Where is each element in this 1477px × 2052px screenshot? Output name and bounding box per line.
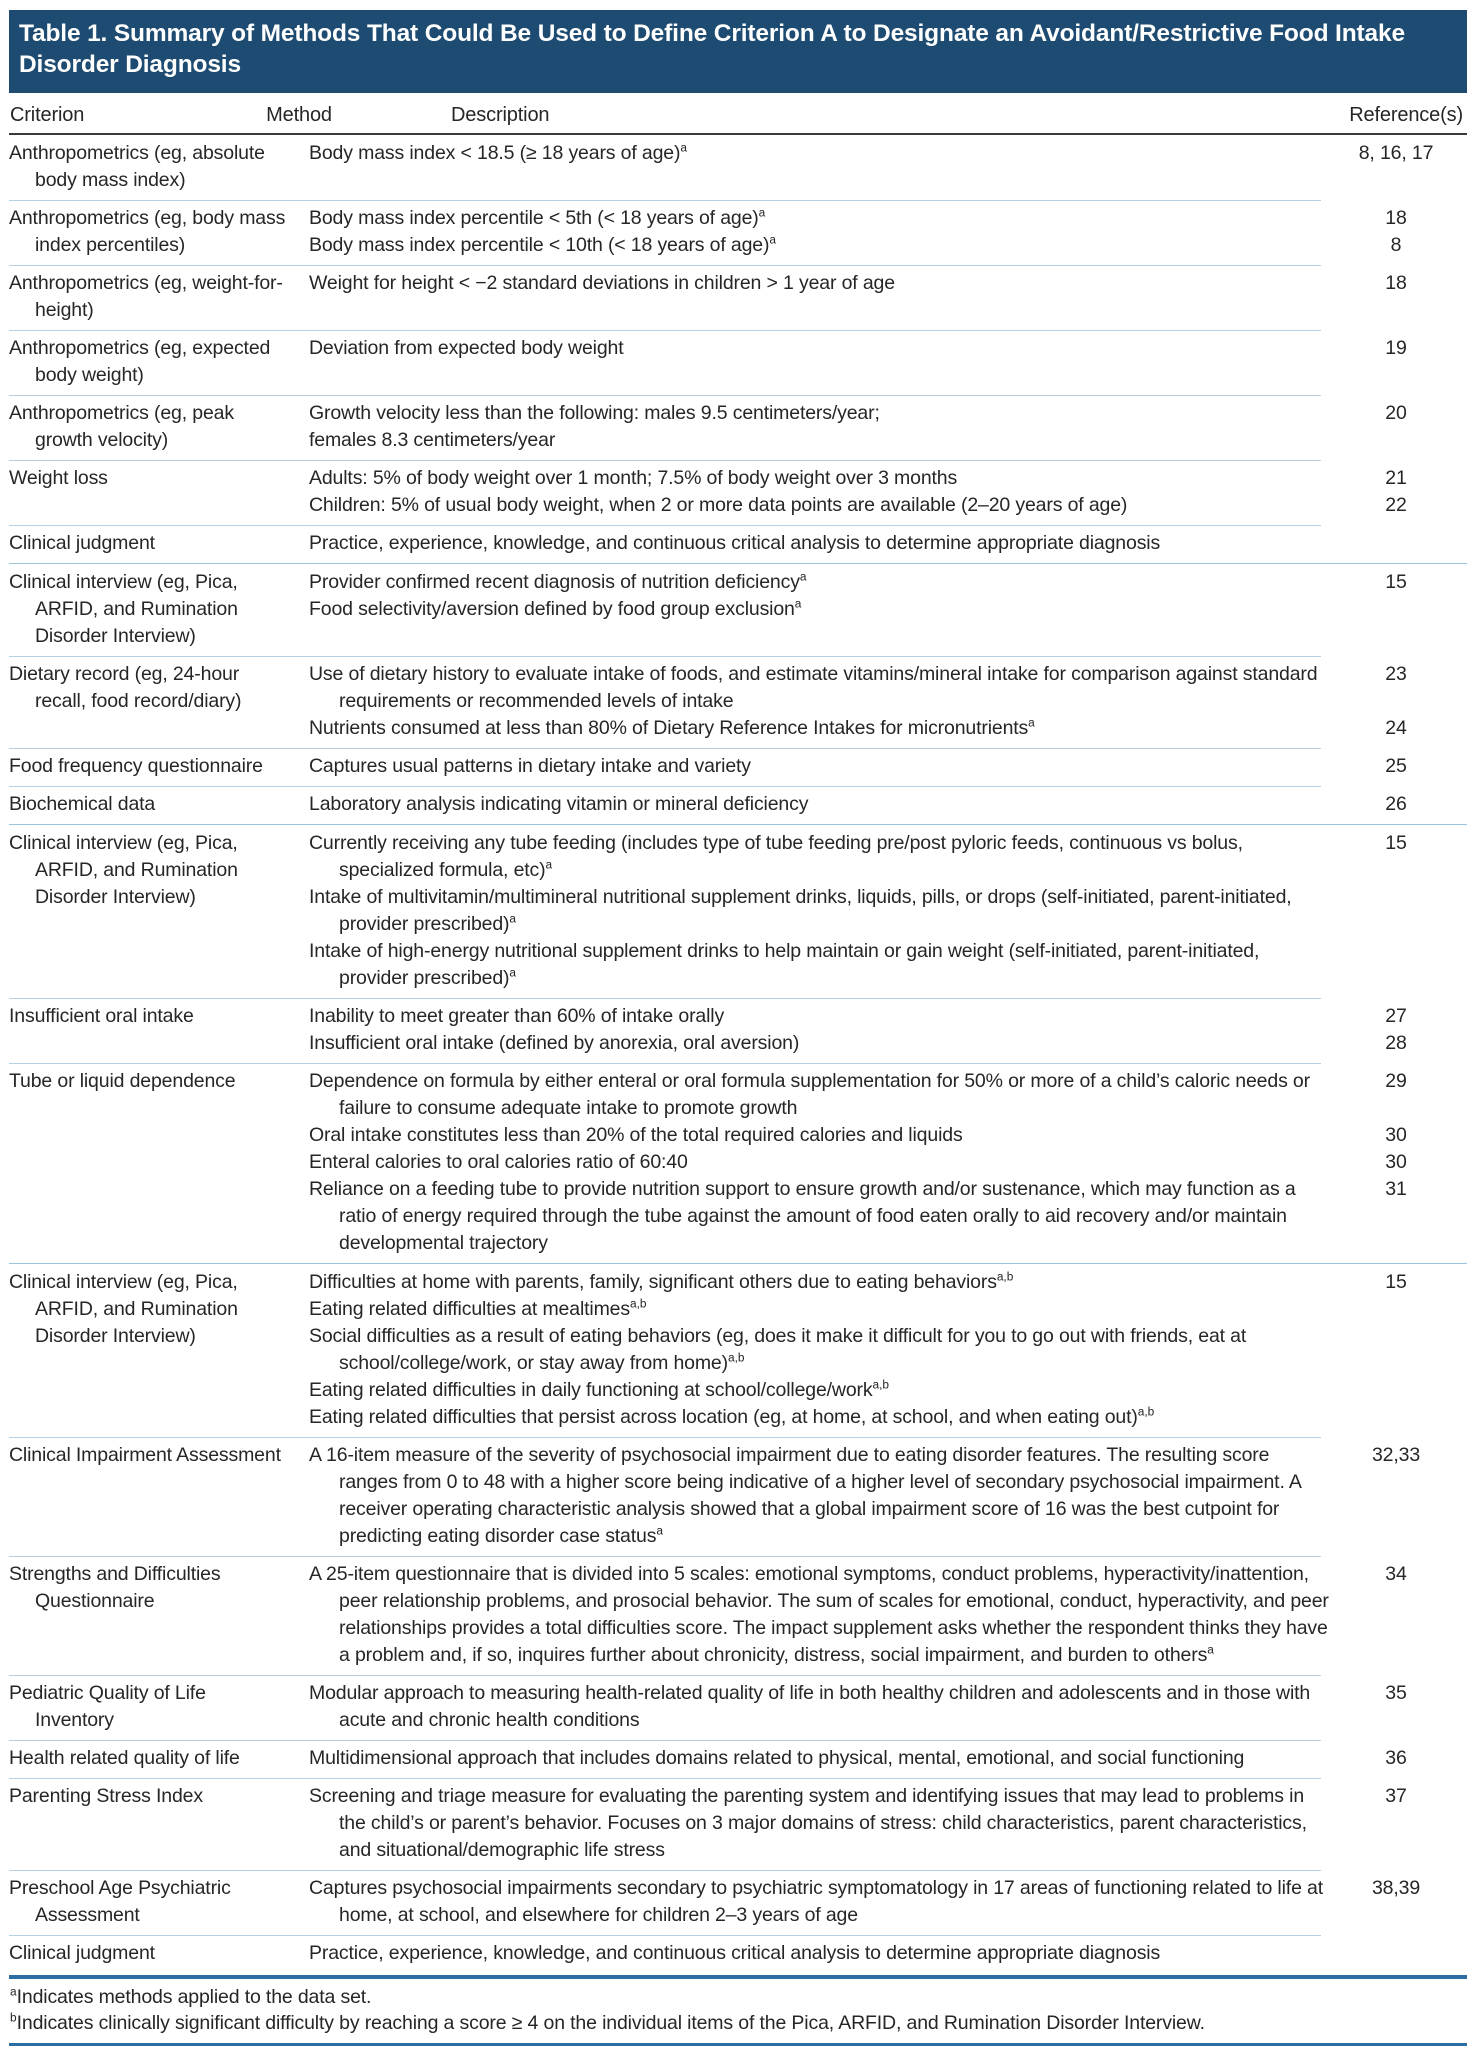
method-cell: Parenting Stress Index [9,1785,203,1807]
reference-cell: 20 [1385,402,1407,424]
method-cell: Anthropometrics (eg, expected body weight) [9,337,271,386]
table-row [9,1264,1467,1437]
table-row [9,265,1467,330]
reference-cell: 8, 16, 17 [1358,142,1434,164]
table-row [9,998,1467,1063]
superscript-marker: a [545,857,553,872]
description-text: Eating related difficulties at mealtimes$^{a,b}$ [309,1296,647,1320]
criterion-group [9,824,1467,1263]
description-text: Enteral calories to oral calories ratio of 60:40 [309,1151,688,1173]
superscript-marker: a [769,232,776,247]
description-item [309,270,1467,297]
description-text: Difficulties at home with parents, family, significant others due to eating behaviors$^{a,b}$ [309,1269,1014,1293]
description-cell [305,1003,1467,1057]
reference-cell: 22 [1385,494,1407,516]
description-item [309,1176,1467,1257]
description-cell [305,791,1467,818]
table-body [9,135,1467,1973]
description-item [309,1745,1467,1772]
description-cell [305,661,1467,742]
description-text: Reliance on a feeding tube to provide nutrition support to ensure growth and/or sustenance, which may function as a ratio of energy required through the tube against the amount of food eaten orally to aid recovery and/or maintain developmental trajectory [309,1178,1296,1254]
table-row [9,1556,1467,1675]
row-list [9,825,1467,1263]
description-cell [305,1940,1467,1967]
criterion-group [9,135,1467,563]
column-header-row [9,93,1467,135]
method-cell: Anthropometrics (eg, body mass index percentiles) [9,207,286,256]
reference-cell: 25 [1385,755,1407,777]
description-text: Provider confirmed recent diagnosis of nutrition deficiency$^a$ [309,569,807,593]
description-text: Eating related difficulties in daily functioning at school/college/work$^{a,b}$ [309,1377,890,1401]
superscript-marker: a [758,205,766,220]
description-cell [305,1442,1467,1550]
footnote-b-text: Indicates clinically significant difficulty by reaching a score ≥ 4 on the individual items of the Pica, ARFID, and Rumination Disorder Interview. [16,2011,1205,2034]
description-item [309,830,1467,884]
description-item [309,1030,1467,1057]
reference-cell: 23 [1385,663,1407,685]
table-row [9,1778,1467,1870]
description-cell [305,465,1467,519]
description-text: Deviation from expected body weight [309,337,624,359]
description-item [309,1269,1467,1296]
reference-cell: 30 [1385,1124,1407,1146]
table-row [9,1870,1467,1935]
description-item [309,140,1467,167]
description-cell [305,830,1467,992]
reference-cell: 28 [1385,1032,1407,1054]
method-cell: Dietary record (eg, 24-hour recall, food record/diary) [9,663,242,712]
description-text: Dependence on formula by either enteral or oral formula supplementation for 50% or more of a child’s caloric needs or failure to consume adequate intake to promote growth [309,1070,1310,1119]
reference-cell: 19 [1385,337,1407,359]
description-item [309,1149,1467,1176]
method-cell: Clinical Impairment Assessment [9,1444,281,1466]
footnotes [9,1979,1467,2040]
description-text: Screening and triage measure for evaluating the parenting system and identifying issues that may lead to problems in the child’s or parent’s behavior. Focuses on 3 major domains of stress: child characteristics, parent characteristics, and situational/demographic life stress [309,1785,1307,1861]
description-text: Adults: 5% of body weight over 1 month; 7.5% of body weight over 3 months [309,467,958,489]
description-text: Eating related difficulties that persist across location (eg, at home, at school, and when eating out)$^{a,b}$ [309,1404,1155,1428]
description-cell [305,753,1467,780]
table-title: Table 1. Summary of Methods That Could Be Used to Define Criterion A to Designate an Avoidant/Restrictive Food Intake Disorder Diagnosis [19,20,1405,78]
method-cell: Pediatric Quality of Life Inventory [9,1682,206,1731]
description-text: females 8.3 centimeters/year [309,429,556,451]
reference-cell: 31 [1385,1178,1407,1200]
description-cell [305,400,1467,454]
description-text: Inability to meet greater than 60% of intake orally [309,1005,725,1027]
reference-cell: 18 [1385,207,1407,229]
table-row [9,330,1467,395]
table-row [9,525,1467,563]
method-cell: Weight loss [9,467,108,489]
superscript-marker: a,b [629,1296,647,1311]
method-cell: Clinical interview (eg, Pica, ARFID, and Rumination Disorder Interview) [9,571,238,647]
description-cell [305,335,1467,389]
description-text: Body mass index < 18.5 (≥ 18 years of age)$^a$ [309,140,687,164]
row-list [9,1264,1467,1973]
reference-cell: 36 [1385,1747,1407,1769]
reference-cell: 8 [1390,234,1402,256]
description-cell [305,1745,1467,1772]
method-cell: Clinical interview (eg, Pica, ARFID, and Rumination Disorder Interview) [9,1271,238,1347]
description-item [309,492,1467,519]
description-item [309,1068,1467,1122]
description-cell [305,1783,1467,1864]
method-cell: Clinical judgment [9,532,155,554]
description-text: Nutrients consumed at less than 80% of Dietary Reference Intakes for micronutrients$^a$ [309,715,1035,739]
method-cell: Strengths and Difficulties Questionnaire [9,1563,221,1612]
superscript-marker: a,b [727,1350,745,1365]
row-list [9,564,1467,824]
description-cell [305,1269,1467,1431]
reference-cell: 38,39 [1371,1877,1421,1899]
superscript-marker: a [1207,1642,1214,1657]
footnote-a-marker: a [10,1984,17,1998]
column-header-description: Description [451,104,550,126]
description-item [309,1940,1467,1967]
superscript-marker: a [1028,715,1035,730]
description-text: Body mass index percentile < 5th (< 18 years of age)$^a$ [309,205,766,229]
bottom-rule [9,2043,1467,2047]
reference-cell: 34 [1385,1563,1407,1585]
description-item [309,232,1467,259]
method-cell: Anthropometrics (eg, absolute body mass index) [9,142,265,191]
method-cell: Food frequency questionnaire [9,755,263,777]
description-text: Multidimensional approach that includes domains related to physical, mental, emotional, and social functioning [309,1747,1245,1769]
superscript-marker: a,b [1137,1404,1155,1419]
description-text: Body mass index percentile < 10th (< 18 years of age)$^a$ [309,232,776,256]
description-cell [305,1875,1467,1929]
table-row [9,1063,1467,1263]
superscript-marker: a [680,140,687,155]
description-text: Insufficient oral intake (defined by anorexia, oral aversion) [309,1032,800,1054]
description-text: Use of dietary history to evaluate intake of foods, and estimate vitamins/mineral intake for comparison against standard requirements or recommended levels of intake [309,663,1318,712]
superscript-marker: a [799,569,807,584]
description-text: Captures psychosocial impairments secondary to psychiatric symptomatology in 17 areas of functioning related to life at home, at school, and elsewhere for children 2–3 years of age [309,1877,1323,1926]
table-row [9,825,1467,998]
description-item [309,1442,1467,1550]
description-item [309,1875,1467,1929]
description-item [309,596,1467,623]
description-item [309,1680,1467,1734]
description-cell [305,1561,1467,1669]
method-cell: Health related quality of life [9,1747,240,1769]
description-item [309,791,1467,818]
method-cell: Tube or liquid dependence [9,1070,236,1092]
reference-cell: 27 [1385,1005,1407,1027]
superscript-marker: a [509,911,517,926]
description-cell [305,270,1467,324]
description-item [309,1404,1467,1431]
table-row [9,200,1467,265]
table-row [9,135,1467,200]
reference-cell: 15 [1385,571,1407,593]
superscript-marker: a,b [996,1269,1014,1284]
description-cell [305,1680,1467,1734]
description-text: Weight for height < −2 standard deviations in children > 1 year of age [309,272,895,294]
reference-cell: 26 [1385,793,1407,815]
reference-cell: 21 [1385,467,1407,489]
description-text: Practice, experience, knowledge, and continuous critical analysis to determine appropriate diagnosis [309,1942,1161,1964]
description-item [309,465,1467,492]
reference-cell: 15 [1385,1271,1407,1293]
table-row [9,460,1467,525]
method-cell: Anthropometrics (eg, peak growth velocity) [9,402,234,451]
table-row [9,1437,1467,1556]
table-title-banner [9,10,1467,93]
description-text: Captures usual patterns in dietary intake and variety [309,755,751,777]
description-item [309,427,1467,454]
superscript-marker: a,b [872,1377,890,1392]
description-item [309,1783,1467,1864]
description-item [309,205,1467,232]
description-text: Currently receiving any tube feeding (includes type of tube feeding pre/post pyloric feeds, continuous vs bolus, specialized formula, etc)$^a$ [309,832,1243,881]
description-item [309,530,1467,557]
superscript-marker: a [656,1523,663,1538]
description-text: Children: 5% of usual body weight, when 2 or more data points are available (2–20 years of age) [309,494,1128,516]
description-cell [305,140,1467,194]
footnote-b [10,2010,1467,2036]
criterion-group [9,1263,1467,1973]
table-row [9,786,1467,824]
description-text: Intake of high-energy nutritional supplement drinks to help maintain or gain weight (self-initiated, parent-initiated, provider prescribed)$^a$ [309,940,1260,989]
method-cell: Clinical judgment [9,1942,155,1964]
description-text: A 16-item measure of the severity of psychosocial impairment due to eating disorder features. The resulting score ranges from 0 to 48 with a higher score being indicative of a higher level of secondary psychosocial impairment. A receiver operating characteristic analysis showed that a global impairment score of 16 was the best cutpoint for predicting eating disorder case status$^a$ [309,1444,1301,1547]
footnote-b-marker: b [10,2010,17,2024]
description-cell [305,205,1467,259]
method-cell: Biochemical data [9,793,156,815]
description-item [309,1377,1467,1404]
description-cell [305,569,1467,650]
description-text: Growth velocity less than the following: males 9.5 centimeters/year; [309,402,880,424]
description-text: Modular approach to measuring health-related quality of life in both healthy children and adolescents and in those with acute and chronic health conditions [309,1682,1311,1731]
criterion-group [9,563,1467,824]
reference-cell: 15 [1385,832,1407,854]
description-cell [305,530,1467,557]
description-item [309,569,1467,596]
method-cell: Anthropometrics (eg, weight-for-height) [9,272,283,321]
reference-cell: 18 [1385,272,1407,294]
description-item [309,1323,1467,1377]
method-cell: Preschool Age Psychiatric Assessment [9,1877,231,1926]
reference-cell: 29 [1385,1070,1407,1092]
description-item [309,661,1467,715]
table-row [9,656,1467,748]
row-list [9,135,1467,563]
reference-cell: 30 [1385,1151,1407,1173]
description-item [309,1003,1467,1030]
description-item [309,335,1467,362]
reference-cell: 37 [1385,1785,1407,1807]
description-text: Social difficulties as a result of eating behaviors (eg, does it make it difficult for you to go out with friends, eat at school/college/work, or stay away from home)$^{a,b}$ [309,1325,1247,1374]
column-header-reference: Reference(s) [1349,104,1463,126]
description-text: Laboratory analysis indicating vitamin or mineral deficiency [309,793,809,815]
description-item [309,753,1467,780]
description-text: A 25-item questionnaire that is divided into 5 scales: emotional symptoms, conduct problems, hyperactivity/inattention, peer relationship problems, and prosocial behavior. The sum of scales for emotional, conduct, hyperactivity, and peer relationships provides a total difficulties score. The impact supplement asks whether the respondent thinks they have a problem and, if so, inquires further about chronicity, distress, social impairment, and burden to others$^a$ [309,1563,1329,1666]
description-item [309,1296,1467,1323]
description-text: Oral intake constitutes less than 20% of the total required calories and liquids [309,1124,963,1146]
table-row [9,395,1467,460]
table-row [9,1740,1467,1778]
description-text: Food selectivity/aversion defined by food group exclusion$^a$ [309,596,802,620]
description-item [309,715,1467,742]
reference-cell: 32,33 [1371,1444,1421,1466]
description-text: Practice, experience, knowledge, and continuous critical analysis to determine appropriate diagnosis [309,532,1161,554]
footnote-a-text: Indicates methods applied to the data set. [16,1985,372,2008]
reference-cell: 35 [1385,1682,1407,1704]
footnote-a [10,1984,1467,2010]
table-row [9,1675,1467,1740]
description-item [309,1122,1467,1149]
table-row [9,564,1467,656]
superscript-marker: a [509,965,517,980]
method-cell: Clinical interview (eg, Pica, ARFID, and Rumination Disorder Interview) [9,832,238,908]
table-row [9,748,1467,786]
column-header-criterion: Criterion [10,104,85,126]
table-row [9,1935,1467,1973]
column-header-method: Method [266,104,332,126]
reference-cell: 24 [1385,717,1407,739]
description-item [309,884,1467,938]
superscript-marker: a [794,596,802,611]
method-cell: Insufficient oral intake [9,1005,194,1027]
description-item [309,1561,1467,1669]
description-item [309,400,1467,427]
description-item [309,938,1467,992]
description-cell [305,1068,1467,1257]
description-text: Intake of multivitamin/multimineral nutritional supplement drinks, liquids, pills, or drops (self-initiated, parent-initiated, provider prescribed)$^a$ [309,886,1292,935]
